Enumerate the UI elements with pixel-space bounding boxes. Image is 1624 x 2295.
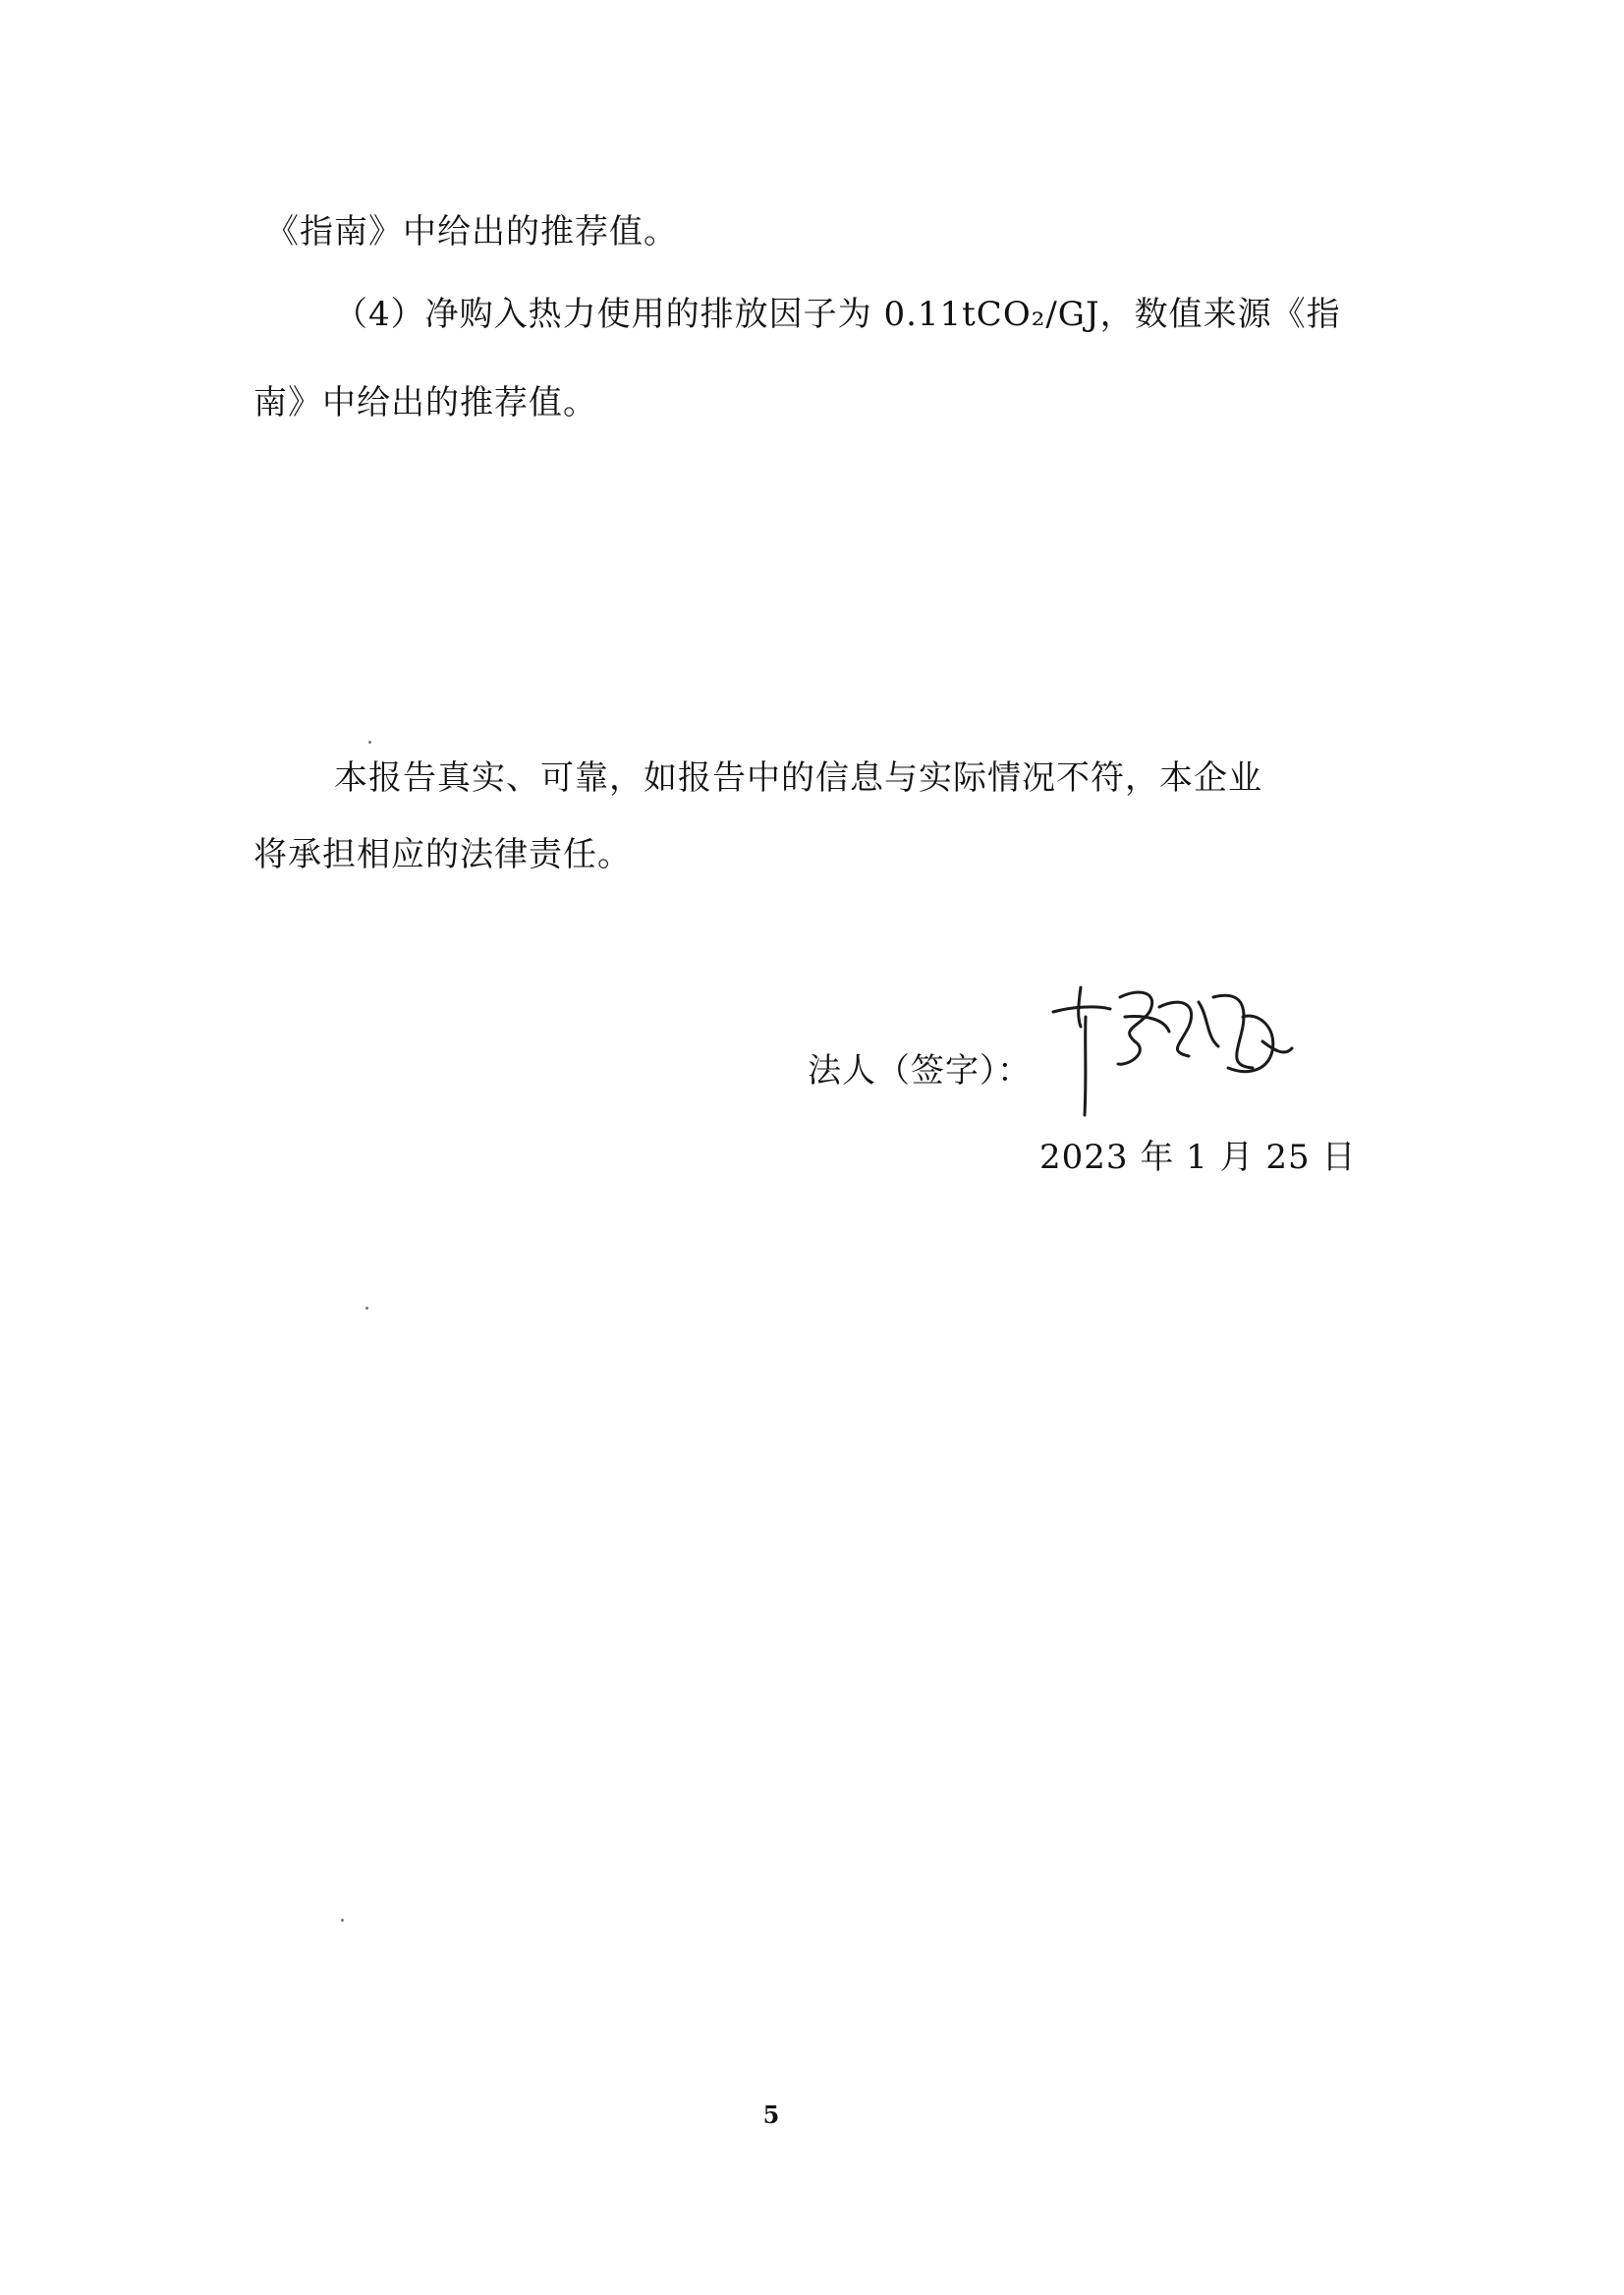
scan-speck: [365, 1307, 368, 1310]
scan-speck: [341, 1919, 344, 1922]
paragraph-1: 《指南》中给出的推荐值。: [265, 212, 678, 252]
handwritten-signature: [1041, 958, 1297, 1125]
statement-line-1: 本报告真实、可靠，如报告中的信息与实际情况不符，本企业: [334, 758, 1262, 798]
paragraph-2-line-2: 南》中给出的推荐值。: [253, 383, 597, 422]
signature-label: 法人（签字）：: [808, 1051, 1032, 1091]
signature-date: 2023 年 1 月 25 日: [1039, 1138, 1357, 1177]
statement-line-2: 将承担相应的法律责任。: [253, 835, 632, 874]
paragraph-2-line-1: （4）净购入热力使用的排放因子为 0.11tCO₂/GJ，数值来源《指: [334, 295, 1341, 334]
scan-speck: [368, 741, 371, 744]
page-number: 5: [762, 2100, 780, 2129]
